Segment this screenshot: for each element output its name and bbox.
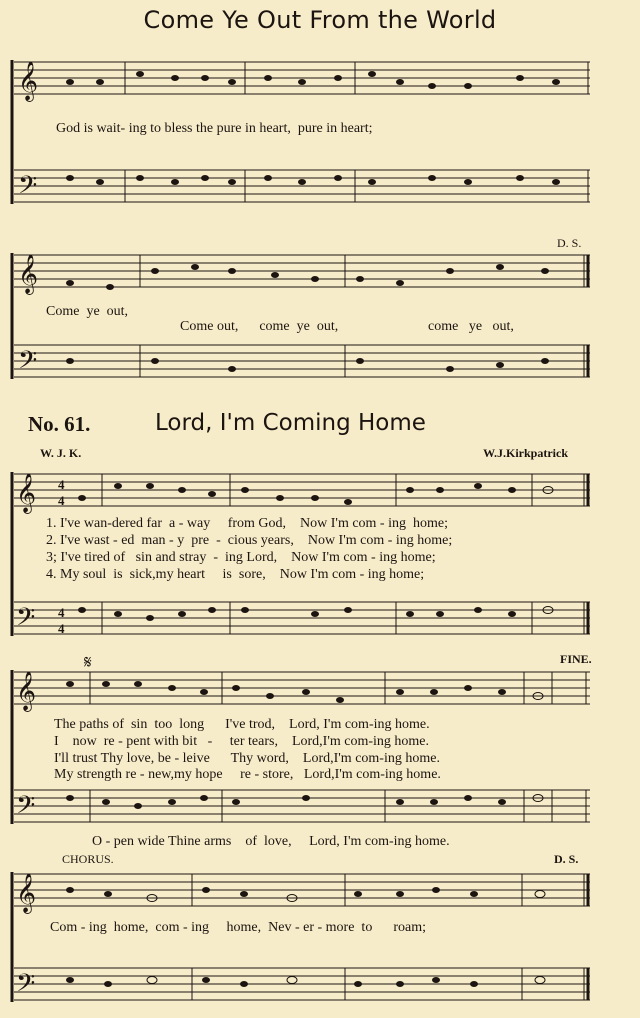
ds-mark: D. S. xyxy=(557,236,582,250)
verse-2-line-1: 2. I've wast - ed man - y pre - cious years, Now I'm com - ing home; xyxy=(46,533,453,548)
hymn-title: Lord, I'm Coming Home xyxy=(155,410,426,436)
words-credit: W. J. K. xyxy=(40,446,82,460)
lyric-line: God is wait- ing to bless the pure in heart, pure in heart; xyxy=(56,121,373,136)
music-system-5 xyxy=(0,864,640,1012)
svg-text:𝄞: 𝄞 xyxy=(16,671,37,711)
verse-4-line-1: 4. My soul is sick,my heart is sore, Now I'm com - ing home; xyxy=(46,567,425,582)
chorus-label: CHORUS. xyxy=(62,852,114,866)
verse-1-line-1: 1. I've wan-dered far a - way from God, Now I'm com - ing home; xyxy=(46,516,448,531)
svg-text:𝄞: 𝄞 xyxy=(16,873,37,913)
lyric-line: Come ye out, xyxy=(46,304,129,319)
svg-text:𝄢: 𝄢 xyxy=(16,603,36,638)
svg-text:𝄞: 𝄞 xyxy=(16,473,37,513)
verse-3-line-1: 3; I've tired of sin and stray - ing Lord, Now I'm com - ing home; xyxy=(46,550,436,565)
verse-1-line-2: The paths of sin too long I've trod, Lord, I'm com-ing home. xyxy=(54,717,430,732)
top-hymn-title: Come Ye Out From the World xyxy=(143,6,497,34)
svg-text:4: 4 xyxy=(58,477,65,492)
ds-mark: D. S. xyxy=(554,852,579,866)
chorus-lyric-line: Com - ing home, com - ing home, Nev - er - more to roam; xyxy=(50,920,426,935)
verse-3-line-2: I'll trust Thy love, be - leive Thy word, Lord,I'm com-ing home. xyxy=(54,751,440,766)
svg-text:𝄢: 𝄢 xyxy=(16,969,36,1004)
svg-text:4: 4 xyxy=(58,621,65,636)
svg-text:4: 4 xyxy=(58,493,65,508)
hymn-heading xyxy=(0,410,640,450)
svg-text:𝄢: 𝄢 xyxy=(18,346,38,381)
music-credit: W.J.Kirkpatrick xyxy=(483,446,568,460)
verse-2-line-2: I now re - pent with bit - ter tears, Lord,I'm com-ing home. xyxy=(54,734,429,749)
verse-4-line-2: My strength re - new,my hope re - store, Lord,I'm com-ing home. xyxy=(54,767,441,782)
lyric-line: Come out, come ye out, xyxy=(180,319,339,334)
segno-icon: 𝄋 xyxy=(84,652,92,673)
svg-text:𝄢: 𝄢 xyxy=(18,171,38,206)
fine-mark: FINE. xyxy=(560,652,592,666)
svg-text:𝄢: 𝄢 xyxy=(16,791,36,826)
hymn-number: No. 61. xyxy=(28,412,91,436)
svg-text:4: 4 xyxy=(58,605,65,620)
svg-text:𝄞: 𝄞 xyxy=(18,61,39,101)
svg-text:𝄞: 𝄞 xyxy=(18,254,39,294)
extra-verse-line: O - pen wide Thine arms of love, Lord, I'm com-ing home. xyxy=(92,834,450,849)
lyric-line: come ye out, xyxy=(428,319,514,334)
